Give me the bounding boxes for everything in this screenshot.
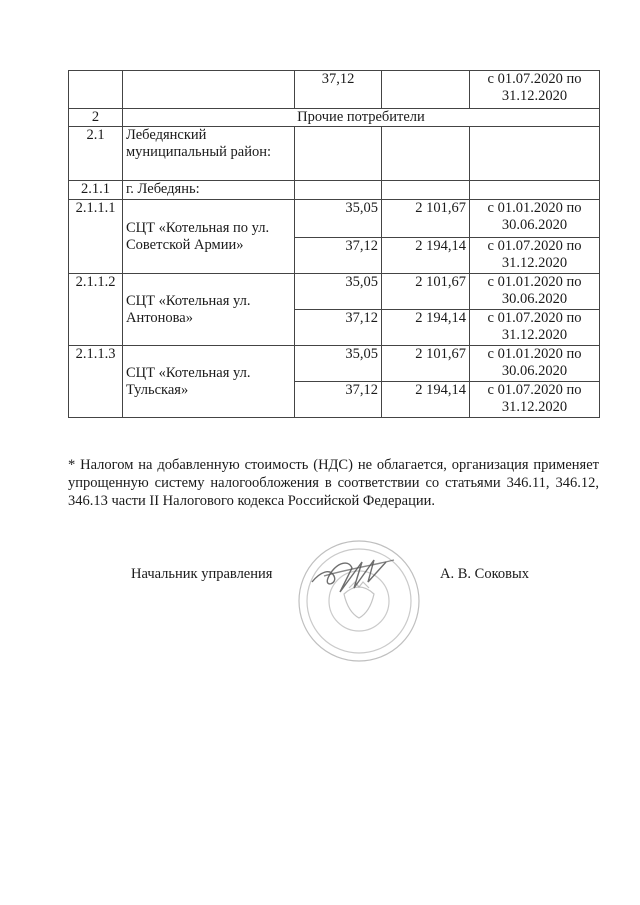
- handwritten-signature-icon: [312, 560, 394, 592]
- empty-cell: [295, 127, 382, 181]
- group-title: Прочие потребители: [123, 109, 600, 127]
- row-number: 2.1.1.1: [69, 200, 123, 274]
- row-number: 2.1.1: [69, 181, 123, 200]
- tariff-period: с 01.07.2020 по 31.12.2020: [470, 382, 600, 418]
- row-name: СЦТ «Котельная ул. Тульская»: [123, 346, 295, 418]
- row-number: 2.1.1.3: [69, 346, 123, 418]
- tariff-value-2: 2 194,14: [382, 382, 470, 418]
- tariff-period: с 01.07.2020 по 31.12.2020: [470, 310, 600, 346]
- row-number: 2.1.1.2: [69, 274, 123, 346]
- signer-name: А. В. Соковых: [440, 566, 529, 582]
- table-row: [69, 181, 600, 200]
- empty-cell: [470, 181, 600, 200]
- tariff-value-1: 35,05: [295, 346, 382, 382]
- row-name: Лебедянский муниципальный район:: [123, 127, 295, 181]
- tariff-value-1: 37,12: [295, 71, 382, 109]
- tariff-value-2: 2 101,67: [382, 346, 470, 382]
- row-number: 2.1: [69, 127, 123, 181]
- tariff-value-1: 37,12: [295, 382, 382, 418]
- tariff-period: с 01.01.2020 по 30.06.2020: [470, 274, 600, 310]
- tariff-value-1: 37,12: [295, 238, 382, 274]
- signature-block: [0, 560, 640, 680]
- row-name: СЦТ «Котельная ул. Антонова»: [123, 274, 295, 346]
- tariff-period: с 01.07.2020 по 31.12.2020: [470, 238, 600, 274]
- tariff-value-2: 2 194,14: [382, 310, 470, 346]
- tariff-period: с 01.07.2020 по 31.12.2020: [470, 71, 600, 109]
- tariff-value-1: 37,12: [295, 310, 382, 346]
- empty-cell: [295, 181, 382, 200]
- tariff-period: с 01.01.2020 по 30.06.2020: [470, 346, 600, 382]
- table-row: [69, 71, 600, 109]
- tariff-value-2: 2 101,67: [382, 200, 470, 238]
- empty-cell: [382, 127, 470, 181]
- row-name: г. Лебедянь:: [123, 181, 295, 200]
- empty-cell: [382, 181, 470, 200]
- tariff-value-2: 2 101,67: [382, 274, 470, 310]
- tariff-value-1: 35,05: [295, 274, 382, 310]
- row-number: [69, 71, 123, 109]
- row-name: [123, 71, 295, 109]
- tariff-table: [68, 70, 600, 418]
- signer-position: Начальник управления: [131, 566, 273, 582]
- row-number: 2: [69, 109, 123, 127]
- official-seal-icon: [294, 536, 424, 666]
- tariff-value-2: [382, 71, 470, 109]
- table-row: [69, 127, 600, 181]
- tariff-period: с 01.01.2020 по 30.06.2020: [470, 200, 600, 238]
- row-name: СЦТ «Котельная по ул. Советской Армии»: [123, 200, 295, 274]
- table-row: [69, 346, 600, 382]
- empty-cell: [470, 127, 600, 181]
- tariff-value-1: 35,05: [295, 200, 382, 238]
- tax-footnote: * Налогом на добавленную стоимость (НДС) не облагается, организация применяет упрощенную систему налогообложения в соответствии со статьями 346.11, 346.12, 346.13 части II Налогового кодекса Российской Федерации.: [68, 457, 599, 509]
- table-row: [69, 274, 600, 310]
- table-row: [69, 200, 600, 238]
- tariff-value-2: 2 194,14: [382, 238, 470, 274]
- table-row-group: [69, 109, 600, 127]
